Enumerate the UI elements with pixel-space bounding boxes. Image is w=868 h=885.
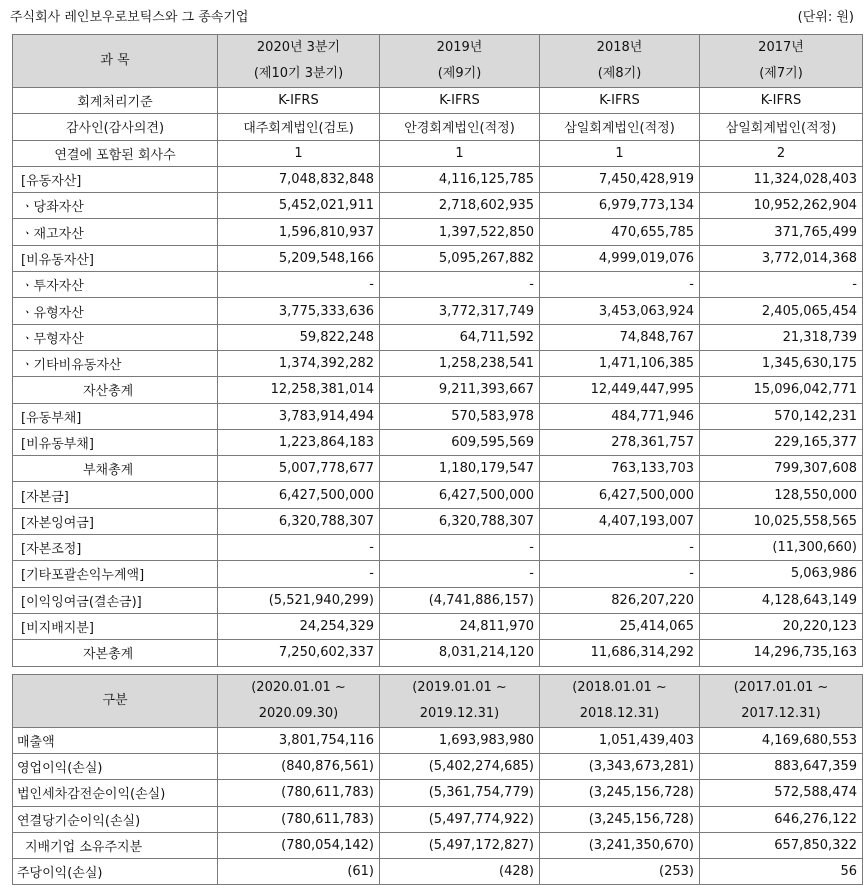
balance-row (13, 114, 863, 140)
balance-cell: 5,452,021,911 (218, 193, 380, 219)
balance-cell: K-IFRS (540, 88, 700, 114)
balance-row (13, 587, 863, 613)
balance-cell: 59,822,248 (218, 324, 380, 350)
balance-cell: 1,258,238,541 (380, 350, 540, 376)
balance-cell: (4,741,886,157) (380, 587, 540, 613)
balance-cell: 6,427,500,000 (218, 482, 380, 508)
balance-row-label: ㆍ기타비유동자산 (13, 350, 218, 376)
income-cell: (5,402,274,685) (380, 754, 540, 780)
income-statement-table (12, 674, 863, 885)
balance-header-row (13, 35, 863, 88)
balance-row-label: [자본조정] (13, 535, 218, 561)
balance-cell: - (380, 272, 540, 298)
caption-bar (10, 6, 858, 26)
balance-cell: 1 (380, 140, 540, 166)
balance-row (13, 535, 863, 561)
balance-row-label: 자본총계 (13, 640, 218, 666)
income-row-label: 연결당기순이익(손실) (13, 806, 218, 832)
balance-cell: 278,361,757 (540, 429, 700, 455)
balance-cell: 3,775,333,636 (218, 298, 380, 324)
balance-cell: 4,128,643,149 (700, 587, 863, 613)
income-row (13, 858, 863, 884)
report-title: 주식회사 레인보우로보틱스와 그 종속기업 (10, 10, 249, 25)
balance-cell: 5,209,548,166 (218, 245, 380, 271)
balance-header-col: 2019년 (제9기) (380, 35, 540, 88)
balance-row-label: [비유동자산] (13, 245, 218, 271)
balance-cell: 229,165,377 (700, 429, 863, 455)
income-cell: 657,850,322 (700, 832, 863, 858)
balance-row-label: [유동자산] (13, 166, 218, 192)
balance-cell: 11,324,028,403 (700, 166, 863, 192)
balance-cell: 8,031,214,120 (380, 640, 540, 666)
balance-row (13, 350, 863, 376)
balance-cell: 609,595,569 (380, 429, 540, 455)
balance-row (13, 640, 863, 666)
balance-cell: 6,979,773,134 (540, 193, 700, 219)
balance-cell: 1,180,179,547 (380, 456, 540, 482)
balance-cell: 5,095,267,882 (380, 245, 540, 271)
balance-cell: 4,407,193,007 (540, 508, 700, 534)
balance-cell: 4,116,125,785 (380, 166, 540, 192)
balance-row (13, 613, 863, 639)
balance-header-col: 2018년 (제8기) (540, 35, 700, 88)
balance-cell: 안경회계법인(적정) (380, 114, 540, 140)
balance-row (13, 508, 863, 534)
balance-cell: - (540, 535, 700, 561)
balance-cell: 대주회계법인(검토) (218, 114, 380, 140)
balance-row-label: ㆍ유형자산 (13, 298, 218, 324)
balance-row (13, 219, 863, 245)
balance-cell: 1,374,392,282 (218, 350, 380, 376)
balance-row-label: 부채총계 (13, 456, 218, 482)
balance-header-col: 2020년 3분기 (제10기 3분기) (218, 35, 380, 88)
balance-cell: 12,258,381,014 (218, 377, 380, 403)
balance-cell: 삼일회계법인(적정) (700, 114, 863, 140)
balance-row (13, 140, 863, 166)
balance-cell: 763,133,703 (540, 456, 700, 482)
balance-cell: 14,296,735,163 (700, 640, 863, 666)
balance-cell: 7,450,428,919 (540, 166, 700, 192)
balance-cell: K-IFRS (700, 88, 863, 114)
income-row-label: 영업이익(손실) (13, 754, 218, 780)
balance-sheet-table (12, 34, 863, 667)
income-cell: 646,276,122 (700, 806, 863, 832)
balance-cell: 5,007,778,677 (218, 456, 380, 482)
income-cell: (780,611,783) (218, 806, 380, 832)
balance-cell: 3,772,014,368 (700, 245, 863, 271)
balance-cell: 1,223,864,183 (218, 429, 380, 455)
balance-cell: - (218, 561, 380, 587)
income-cell: 1,051,439,403 (540, 728, 700, 754)
balance-row (13, 324, 863, 350)
balance-cell: - (540, 272, 700, 298)
balance-cell: (5,521,940,299) (218, 587, 380, 613)
balance-cell: 5,063,986 (700, 561, 863, 587)
unit-label: (단위: 원) (797, 10, 854, 25)
income-row-label: 법인세차감전순이익(손실) (13, 780, 218, 806)
income-cell: (840,876,561) (218, 754, 380, 780)
balance-cell: 20,220,123 (700, 613, 863, 639)
balance-row (13, 193, 863, 219)
balance-row (13, 561, 863, 587)
income-header-col: (2018.01.01 ~ 2018.12.31) (540, 675, 700, 728)
income-cell: (5,361,754,779) (380, 780, 540, 806)
balance-row-label: 감사인(감사의견) (13, 114, 218, 140)
balance-cell: 570,583,978 (380, 403, 540, 429)
balance-row (13, 429, 863, 455)
balance-cell: 2,405,065,454 (700, 298, 863, 324)
balance-cell: 6,427,500,000 (380, 482, 540, 508)
balance-row-label: 자산총계 (13, 377, 218, 403)
balance-cell: 6,320,788,307 (218, 508, 380, 534)
balance-cell: 7,048,832,848 (218, 166, 380, 192)
income-header-col: (2020.01.01 ~ 2020.09.30) (218, 675, 380, 728)
balance-cell: - (700, 272, 863, 298)
income-cell: 572,588,474 (700, 780, 863, 806)
balance-cell: 24,254,329 (218, 613, 380, 639)
balance-row-label: 회계처리기준 (13, 88, 218, 114)
balance-row (13, 245, 863, 271)
balance-cell: 1 (540, 140, 700, 166)
balance-cell: 3,783,914,494 (218, 403, 380, 429)
balance-row (13, 403, 863, 429)
balance-cell: 1,345,630,175 (700, 350, 863, 376)
income-row (13, 728, 863, 754)
balance-cell: 9,211,393,667 (380, 377, 540, 403)
balance-cell: 6,427,500,000 (540, 482, 700, 508)
balance-row-label: ㆍ당좌자산 (13, 193, 218, 219)
balance-cell: 15,096,042,771 (700, 377, 863, 403)
income-cell: 56 (700, 858, 863, 884)
balance-row-label: ㆍ투자자산 (13, 272, 218, 298)
balance-row (13, 482, 863, 508)
balance-row-label: [자본잉여금] (13, 508, 218, 534)
balance-cell: 3,772,317,749 (380, 298, 540, 324)
balance-cell: 826,207,220 (540, 587, 700, 613)
balance-row-label: ㆍ무형자산 (13, 324, 218, 350)
balance-cell: 484,771,946 (540, 403, 700, 429)
balance-row-label: [기타포괄손익누계액] (13, 561, 218, 587)
income-header-label: 구분 (13, 675, 218, 728)
balance-cell: K-IFRS (380, 88, 540, 114)
balance-row-label: [비유동부채] (13, 429, 218, 455)
balance-cell: 삼일회계법인(적정) (540, 114, 700, 140)
balance-cell: - (540, 561, 700, 587)
balance-row (13, 456, 863, 482)
income-cell: (5,497,172,827) (380, 832, 540, 858)
balance-cell: 7,250,602,337 (218, 640, 380, 666)
balance-header-label: 과 목 (13, 35, 218, 88)
balance-cell: 470,655,785 (540, 219, 700, 245)
balance-row-label: [비지배지분] (13, 613, 218, 639)
income-header-col: (2019.01.01 ~ 2019.12.31) (380, 675, 540, 728)
balance-cell: 371,765,499 (700, 219, 863, 245)
balance-cell: 6,320,788,307 (380, 508, 540, 534)
income-cell: 4,169,680,553 (700, 728, 863, 754)
income-cell: 883,647,359 (700, 754, 863, 780)
balance-cell: (11,300,660) (700, 535, 863, 561)
income-cell: (780,054,142) (218, 832, 380, 858)
income-cell: (253) (540, 858, 700, 884)
balance-cell: - (380, 561, 540, 587)
balance-cell: 1,471,106,385 (540, 350, 700, 376)
income-cell: (3,343,673,281) (540, 754, 700, 780)
balance-row-label: [이익잉여금(결손금)] (13, 587, 218, 613)
balance-cell: 1,596,810,937 (218, 219, 380, 245)
income-row (13, 754, 863, 780)
balance-cell: 128,550,000 (700, 482, 863, 508)
income-row (13, 806, 863, 832)
balance-row-label: ㆍ재고자산 (13, 219, 218, 245)
balance-cell: 25,414,065 (540, 613, 700, 639)
income-cell: 1,693,983,980 (380, 728, 540, 754)
balance-row-label: 연결에 포함된 회사수 (13, 140, 218, 166)
balance-cell: 10,025,558,565 (700, 508, 863, 534)
balance-row (13, 88, 863, 114)
balance-row (13, 298, 863, 324)
income-header-row (13, 675, 863, 728)
income-cell: (3,245,156,728) (540, 780, 700, 806)
balance-cell: 570,142,231 (700, 403, 863, 429)
income-row (13, 780, 863, 806)
income-row-label: 주당이익(손실) (13, 858, 218, 884)
balance-cell: 1,397,522,850 (380, 219, 540, 245)
balance-cell: 12,449,447,995 (540, 377, 700, 403)
balance-cell: 1 (218, 140, 380, 166)
income-row-label: 매출액 (13, 728, 218, 754)
balance-cell: 3,453,063,924 (540, 298, 700, 324)
balance-row (13, 166, 863, 192)
income-cell: (780,611,783) (218, 780, 380, 806)
income-cell: (3,245,156,728) (540, 806, 700, 832)
income-cell: (3,241,350,670) (540, 832, 700, 858)
balance-cell: 74,848,767 (540, 324, 700, 350)
income-cell: (61) (218, 858, 380, 884)
balance-cell: 24,811,970 (380, 613, 540, 639)
balance-cell: - (218, 535, 380, 561)
balance-cell: 64,711,592 (380, 324, 540, 350)
balance-row-label: [유동부채] (13, 403, 218, 429)
balance-row-label: [자본금] (13, 482, 218, 508)
balance-row (13, 272, 863, 298)
balance-header-col: 2017년 (제7기) (700, 35, 863, 88)
balance-cell: 10,952,262,904 (700, 193, 863, 219)
income-cell: (5,497,774,922) (380, 806, 540, 832)
balance-cell: 799,307,608 (700, 456, 863, 482)
income-row-label: 지배기업 소유주지분 (13, 832, 218, 858)
balance-cell: 2 (700, 140, 863, 166)
balance-cell: 11,686,314,292 (540, 640, 700, 666)
balance-cell: - (218, 272, 380, 298)
balance-cell: 4,999,019,076 (540, 245, 700, 271)
balance-cell: - (380, 535, 540, 561)
balance-cell: 21,318,739 (700, 324, 863, 350)
balance-row (13, 377, 863, 403)
balance-cell: 2,718,602,935 (380, 193, 540, 219)
income-cell: (428) (380, 858, 540, 884)
income-cell: 3,801,754,116 (218, 728, 380, 754)
income-header-col: (2017.01.01 ~ 2017.12.31) (700, 675, 863, 728)
income-row (13, 832, 863, 858)
balance-cell: K-IFRS (218, 88, 380, 114)
